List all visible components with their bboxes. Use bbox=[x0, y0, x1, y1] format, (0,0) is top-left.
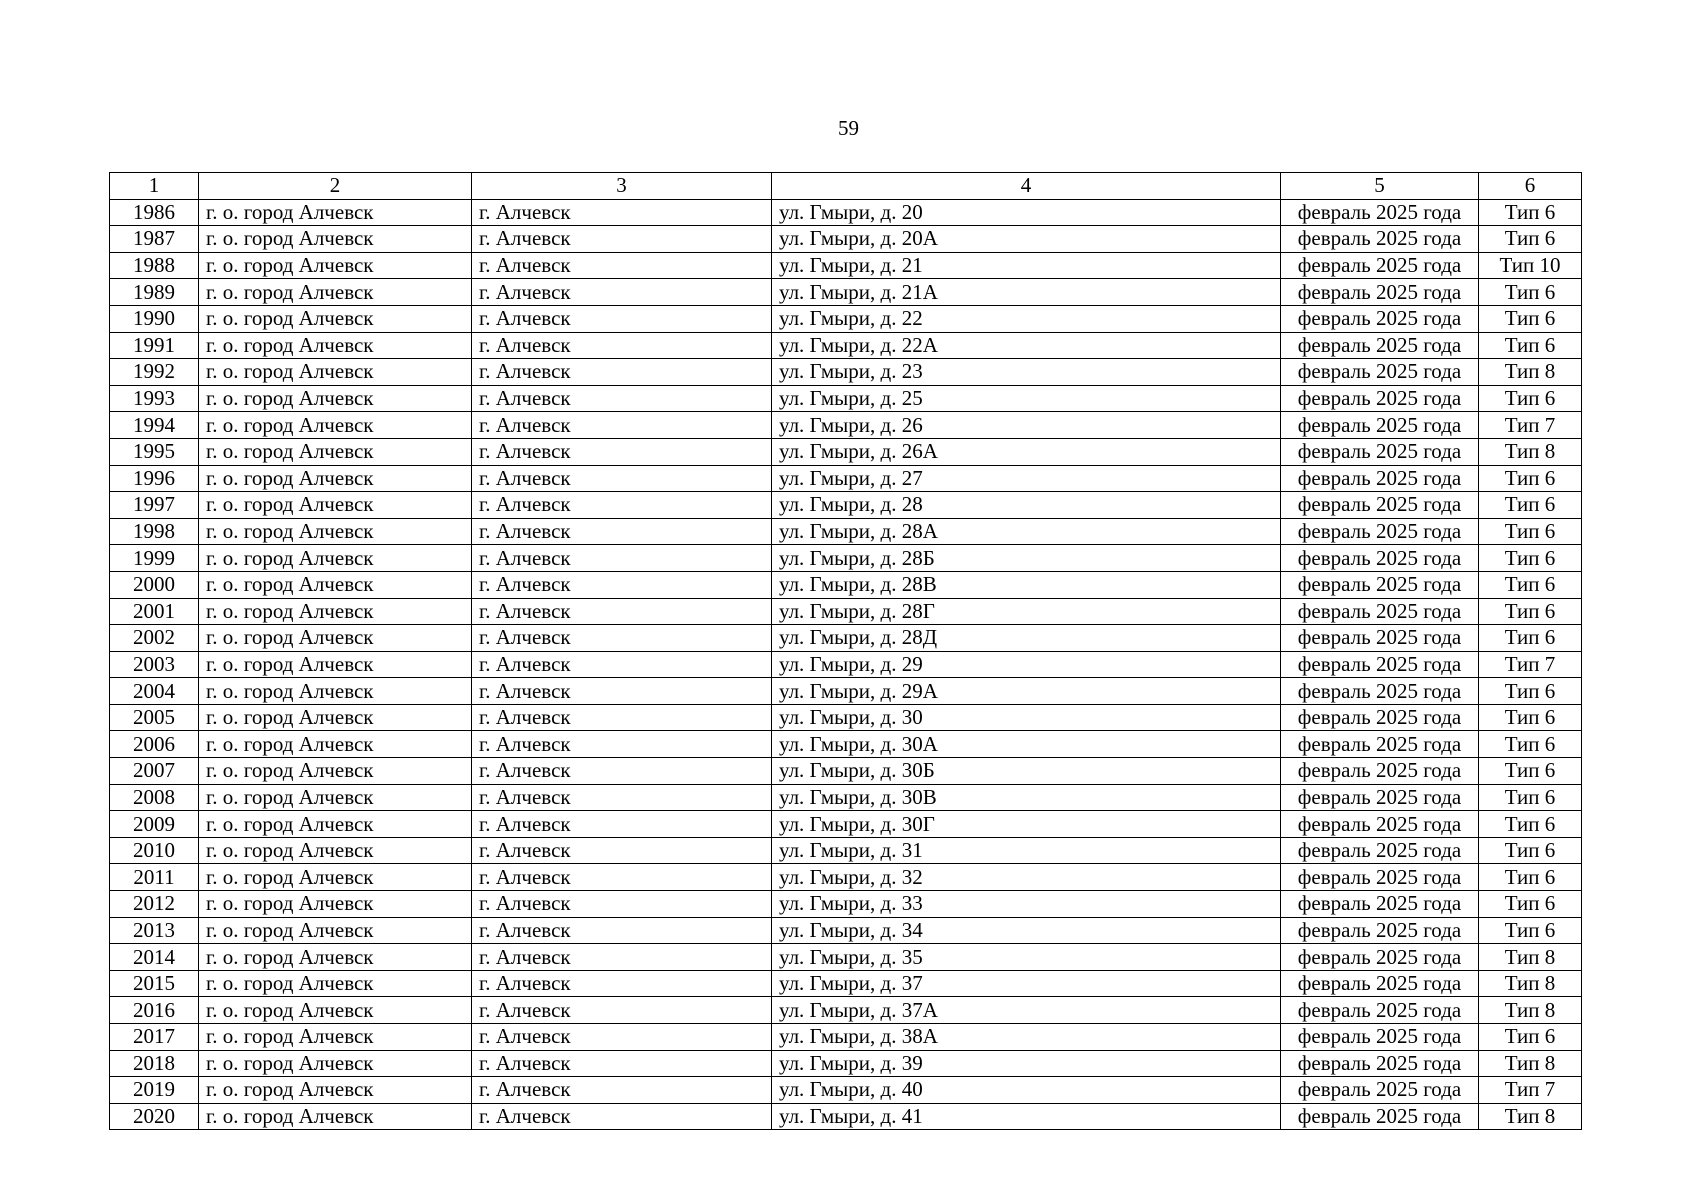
cell-number: 2003 bbox=[110, 651, 199, 678]
table-row bbox=[110, 412, 1582, 439]
cell-city: г. Алчевск bbox=[472, 571, 772, 598]
cell-date: февраль 2025 года bbox=[1281, 704, 1479, 731]
cell-city: г. Алчевск bbox=[472, 438, 772, 465]
cell-number: 2005 bbox=[110, 704, 199, 731]
table-row bbox=[110, 359, 1582, 386]
cell-number: 2000 bbox=[110, 571, 199, 598]
cell-type: Тип 6 bbox=[1479, 891, 1582, 918]
cell-number: 2006 bbox=[110, 731, 199, 758]
table-body bbox=[110, 199, 1582, 1130]
cell-type: Тип 6 bbox=[1479, 678, 1582, 705]
table-row bbox=[110, 385, 1582, 412]
cell-date: февраль 2025 года bbox=[1281, 226, 1479, 253]
cell-type: Тип 6 bbox=[1479, 545, 1582, 572]
table-row bbox=[110, 1024, 1582, 1051]
cell-date: февраль 2025 года bbox=[1281, 545, 1479, 572]
cell-city: г. Алчевск bbox=[472, 199, 772, 226]
column-header-6: 6 bbox=[1479, 173, 1582, 200]
cell-municipality: г. о. город Алчевск bbox=[199, 359, 472, 386]
cell-type: Тип 6 bbox=[1479, 704, 1582, 731]
cell-municipality: г. о. город Алчевск bbox=[199, 784, 472, 811]
cell-municipality: г. о. город Алчевск bbox=[199, 997, 472, 1024]
cell-number: 2009 bbox=[110, 811, 199, 838]
cell-type: Тип 8 bbox=[1479, 1103, 1582, 1130]
cell-number: 2014 bbox=[110, 944, 199, 971]
cell-date: февраль 2025 года bbox=[1281, 279, 1479, 306]
cell-municipality: г. о. город Алчевск bbox=[199, 226, 472, 253]
table-row bbox=[110, 917, 1582, 944]
cell-municipality: г. о. город Алчевск bbox=[199, 438, 472, 465]
cell-type: Тип 6 bbox=[1479, 731, 1582, 758]
cell-type: Тип 6 bbox=[1479, 226, 1582, 253]
cell-date: февраль 2025 года bbox=[1281, 651, 1479, 678]
cell-date: февраль 2025 года bbox=[1281, 678, 1479, 705]
cell-city: г. Алчевск bbox=[472, 678, 772, 705]
cell-date: февраль 2025 года bbox=[1281, 438, 1479, 465]
cell-city: г. Алчевск bbox=[472, 625, 772, 652]
cell-number: 1990 bbox=[110, 305, 199, 332]
cell-date: февраль 2025 года bbox=[1281, 199, 1479, 226]
cell-municipality: г. о. город Алчевск bbox=[199, 625, 472, 652]
cell-address: ул. Гмыри, д. 28Г bbox=[772, 598, 1281, 625]
cell-municipality: г. о. город Алчевск bbox=[199, 704, 472, 731]
table-row bbox=[110, 891, 1582, 918]
cell-address: ул. Гмыри, д. 28А bbox=[772, 518, 1281, 545]
column-header-3: 3 bbox=[472, 173, 772, 200]
cell-city: г. Алчевск bbox=[472, 864, 772, 891]
cell-city: г. Алчевск bbox=[472, 944, 772, 971]
cell-number: 2012 bbox=[110, 891, 199, 918]
table-row bbox=[110, 226, 1582, 253]
cell-type: Тип 8 bbox=[1479, 944, 1582, 971]
cell-address: ул. Гмыри, д. 34 bbox=[772, 917, 1281, 944]
table-row bbox=[110, 970, 1582, 997]
cell-number: 2002 bbox=[110, 625, 199, 652]
cell-date: февраль 2025 года bbox=[1281, 598, 1479, 625]
cell-number: 1995 bbox=[110, 438, 199, 465]
table-row bbox=[110, 758, 1582, 785]
table-row bbox=[110, 944, 1582, 971]
cell-city: г. Алчевск bbox=[472, 385, 772, 412]
cell-municipality: г. о. город Алчевск bbox=[199, 891, 472, 918]
cell-number: 2001 bbox=[110, 598, 199, 625]
registry-table bbox=[109, 172, 1582, 1130]
cell-type: Тип 6 bbox=[1479, 864, 1582, 891]
cell-number: 2007 bbox=[110, 758, 199, 785]
cell-date: февраль 2025 года bbox=[1281, 1077, 1479, 1104]
cell-city: г. Алчевск bbox=[472, 758, 772, 785]
cell-date: февраль 2025 года bbox=[1281, 970, 1479, 997]
cell-address: ул. Гмыри, д. 27 bbox=[772, 465, 1281, 492]
cell-date: февраль 2025 года bbox=[1281, 412, 1479, 439]
table-row bbox=[110, 305, 1582, 332]
cell-number: 1996 bbox=[110, 465, 199, 492]
cell-city: г. Алчевск bbox=[472, 1050, 772, 1077]
cell-municipality: г. о. город Алчевск bbox=[199, 199, 472, 226]
cell-address: ул. Гмыри, д. 35 bbox=[772, 944, 1281, 971]
table-row bbox=[110, 465, 1582, 492]
cell-address: ул. Гмыри, д. 41 bbox=[772, 1103, 1281, 1130]
cell-type: Тип 6 bbox=[1479, 571, 1582, 598]
cell-municipality: г. о. город Алчевск bbox=[199, 279, 472, 306]
cell-address: ул. Гмыри, д. 22 bbox=[772, 305, 1281, 332]
cell-type: Тип 10 bbox=[1479, 252, 1582, 279]
cell-date: февраль 2025 года bbox=[1281, 731, 1479, 758]
cell-type: Тип 7 bbox=[1479, 412, 1582, 439]
cell-date: февраль 2025 года bbox=[1281, 837, 1479, 864]
cell-address: ул. Гмыри, д. 28Д bbox=[772, 625, 1281, 652]
cell-date: февраль 2025 года bbox=[1281, 811, 1479, 838]
cell-number: 1994 bbox=[110, 412, 199, 439]
cell-date: февраль 2025 года bbox=[1281, 571, 1479, 598]
cell-municipality: г. о. город Алчевск bbox=[199, 332, 472, 359]
table-row bbox=[110, 811, 1582, 838]
cell-municipality: г. о. город Алчевск bbox=[199, 545, 472, 572]
table-row bbox=[110, 518, 1582, 545]
cell-municipality: г. о. город Алчевск bbox=[199, 758, 472, 785]
table-row bbox=[110, 279, 1582, 306]
cell-municipality: г. о. город Алчевск bbox=[199, 412, 472, 439]
cell-number: 2008 bbox=[110, 784, 199, 811]
cell-city: г. Алчевск bbox=[472, 837, 772, 864]
cell-address: ул. Гмыри, д. 37 bbox=[772, 970, 1281, 997]
cell-municipality: г. о. город Алчевск bbox=[199, 465, 472, 492]
cell-date: февраль 2025 года bbox=[1281, 305, 1479, 332]
cell-type: Тип 8 bbox=[1479, 438, 1582, 465]
cell-number: 1989 bbox=[110, 279, 199, 306]
cell-date: февраль 2025 года bbox=[1281, 1050, 1479, 1077]
cell-municipality: г. о. город Алчевск bbox=[199, 518, 472, 545]
cell-address: ул. Гмыри, д. 21 bbox=[772, 252, 1281, 279]
cell-date: февраль 2025 года bbox=[1281, 1024, 1479, 1051]
column-header-4: 4 bbox=[772, 173, 1281, 200]
cell-address: ул. Гмыри, д. 31 bbox=[772, 837, 1281, 864]
cell-address: ул. Гмыри, д. 29А bbox=[772, 678, 1281, 705]
cell-municipality: г. о. город Алчевск bbox=[199, 385, 472, 412]
table-row bbox=[110, 704, 1582, 731]
cell-municipality: г. о. город Алчевск bbox=[199, 1050, 472, 1077]
cell-type: Тип 7 bbox=[1479, 651, 1582, 678]
table-row bbox=[110, 252, 1582, 279]
cell-address: ул. Гмыри, д. 20А bbox=[772, 226, 1281, 253]
cell-date: февраль 2025 года bbox=[1281, 758, 1479, 785]
cell-city: г. Алчевск bbox=[472, 545, 772, 572]
cell-number: 1997 bbox=[110, 492, 199, 519]
cell-date: февраль 2025 года bbox=[1281, 864, 1479, 891]
cell-city: г. Алчевск bbox=[472, 731, 772, 758]
cell-number: 1991 bbox=[110, 332, 199, 359]
cell-number: 1998 bbox=[110, 518, 199, 545]
cell-type: Тип 6 bbox=[1479, 385, 1582, 412]
cell-number: 1993 bbox=[110, 385, 199, 412]
cell-type: Тип 6 bbox=[1479, 332, 1582, 359]
cell-city: г. Алчевск bbox=[472, 465, 772, 492]
cell-address: ул. Гмыри, д. 21А bbox=[772, 279, 1281, 306]
cell-municipality: г. о. город Алчевск bbox=[199, 571, 472, 598]
table-row bbox=[110, 731, 1582, 758]
cell-address: ул. Гмыри, д. 25 bbox=[772, 385, 1281, 412]
table-row bbox=[110, 199, 1582, 226]
cell-city: г. Алчевск bbox=[472, 518, 772, 545]
cell-type: Тип 8 bbox=[1479, 359, 1582, 386]
table-row bbox=[110, 545, 1582, 572]
cell-type: Тип 6 bbox=[1479, 917, 1582, 944]
cell-type: Тип 8 bbox=[1479, 1050, 1582, 1077]
cell-municipality: г. о. город Алчевск bbox=[199, 598, 472, 625]
cell-city: г. Алчевск bbox=[472, 997, 772, 1024]
table-row bbox=[110, 837, 1582, 864]
cell-city: г. Алчевск bbox=[472, 891, 772, 918]
cell-type: Тип 8 bbox=[1479, 997, 1582, 1024]
cell-date: февраль 2025 года bbox=[1281, 465, 1479, 492]
cell-date: февраль 2025 года bbox=[1281, 1103, 1479, 1130]
cell-address: ул. Гмыри, д. 26А bbox=[772, 438, 1281, 465]
cell-city: г. Алчевск bbox=[472, 1077, 772, 1104]
cell-address: ул. Гмыри, д. 32 bbox=[772, 864, 1281, 891]
cell-municipality: г. о. город Алчевск bbox=[199, 1103, 472, 1130]
cell-address: ул. Гмыри, д. 23 bbox=[772, 359, 1281, 386]
table-row bbox=[110, 784, 1582, 811]
cell-city: г. Алчевск bbox=[472, 412, 772, 439]
cell-address: ул. Гмыри, д. 30В bbox=[772, 784, 1281, 811]
cell-number: 2016 bbox=[110, 997, 199, 1024]
table-row bbox=[110, 598, 1582, 625]
table-row bbox=[110, 864, 1582, 891]
cell-number: 1992 bbox=[110, 359, 199, 386]
table-row bbox=[110, 678, 1582, 705]
column-header-1: 1 bbox=[110, 173, 199, 200]
cell-city: г. Алчевск bbox=[472, 359, 772, 386]
cell-type: Тип 6 bbox=[1479, 465, 1582, 492]
column-header-5: 5 bbox=[1281, 173, 1479, 200]
cell-city: г. Алчевск bbox=[472, 651, 772, 678]
cell-number: 2018 bbox=[110, 1050, 199, 1077]
cell-type: Тип 6 bbox=[1479, 758, 1582, 785]
cell-city: г. Алчевск bbox=[472, 332, 772, 359]
cell-type: Тип 6 bbox=[1479, 811, 1582, 838]
cell-city: г. Алчевск bbox=[472, 252, 772, 279]
cell-date: февраль 2025 года bbox=[1281, 359, 1479, 386]
table-row bbox=[110, 492, 1582, 519]
cell-address: ул. Гмыри, д. 30Г bbox=[772, 811, 1281, 838]
cell-address: ул. Гмыри, д. 28Б bbox=[772, 545, 1281, 572]
page-number: 59 bbox=[838, 116, 859, 140]
cell-city: г. Алчевск bbox=[472, 1024, 772, 1051]
table-row bbox=[110, 438, 1582, 465]
cell-type: Тип 6 bbox=[1479, 305, 1582, 332]
cell-type: Тип 6 bbox=[1479, 279, 1582, 306]
cell-address: ул. Гмыри, д. 20 bbox=[772, 199, 1281, 226]
cell-number: 1988 bbox=[110, 252, 199, 279]
cell-municipality: г. о. город Алчевск bbox=[199, 1077, 472, 1104]
cell-address: ул. Гмыри, д. 30 bbox=[772, 704, 1281, 731]
table-row bbox=[110, 571, 1582, 598]
cell-type: Тип 6 bbox=[1479, 837, 1582, 864]
cell-type: Тип 6 bbox=[1479, 518, 1582, 545]
cell-address: ул. Гмыри, д. 39 bbox=[772, 1050, 1281, 1077]
cell-municipality: г. о. город Алчевск bbox=[199, 970, 472, 997]
cell-number: 2017 bbox=[110, 1024, 199, 1051]
cell-date: февраль 2025 года bbox=[1281, 944, 1479, 971]
cell-type: Тип 6 bbox=[1479, 784, 1582, 811]
header-row bbox=[110, 173, 1582, 200]
cell-address: ул. Гмыри, д. 26 bbox=[772, 412, 1281, 439]
cell-number: 2020 bbox=[110, 1103, 199, 1130]
cell-number: 2011 bbox=[110, 864, 199, 891]
cell-type: Тип 8 bbox=[1479, 970, 1582, 997]
cell-municipality: г. о. город Алчевск bbox=[199, 811, 472, 838]
cell-municipality: г. о. город Алчевск bbox=[199, 678, 472, 705]
cell-number: 1986 bbox=[110, 199, 199, 226]
cell-address: ул. Гмыри, д. 40 bbox=[772, 1077, 1281, 1104]
cell-municipality: г. о. город Алчевск bbox=[199, 651, 472, 678]
cell-municipality: г. о. город Алчевск bbox=[199, 305, 472, 332]
table-row bbox=[110, 997, 1582, 1024]
cell-date: февраль 2025 года bbox=[1281, 385, 1479, 412]
cell-number: 2004 bbox=[110, 678, 199, 705]
cell-municipality: г. о. город Алчевск bbox=[199, 837, 472, 864]
cell-number: 1999 bbox=[110, 545, 199, 572]
table-row bbox=[110, 1077, 1582, 1104]
cell-municipality: г. о. город Алчевск bbox=[199, 492, 472, 519]
cell-address: ул. Гмыри, д. 30Б bbox=[772, 758, 1281, 785]
cell-date: февраль 2025 года bbox=[1281, 625, 1479, 652]
cell-municipality: г. о. город Алчевск bbox=[199, 731, 472, 758]
cell-number: 2010 bbox=[110, 837, 199, 864]
cell-address: ул. Гмыри, д. 28В bbox=[772, 571, 1281, 598]
cell-date: февраль 2025 года bbox=[1281, 997, 1479, 1024]
cell-type: Тип 6 bbox=[1479, 492, 1582, 519]
cell-type: Тип 6 bbox=[1479, 625, 1582, 652]
cell-number: 2019 bbox=[110, 1077, 199, 1104]
cell-date: февраль 2025 года bbox=[1281, 492, 1479, 519]
cell-municipality: г. о. город Алчевск bbox=[199, 1024, 472, 1051]
cell-city: г. Алчевск bbox=[472, 784, 772, 811]
cell-city: г. Алчевск bbox=[472, 598, 772, 625]
cell-date: февраль 2025 года bbox=[1281, 784, 1479, 811]
cell-type: Тип 6 bbox=[1479, 598, 1582, 625]
cell-municipality: г. о. город Алчевск bbox=[199, 944, 472, 971]
table-row bbox=[110, 625, 1582, 652]
cell-municipality: г. о. город Алчевск bbox=[199, 917, 472, 944]
cell-number: 1987 bbox=[110, 226, 199, 253]
cell-date: февраль 2025 года bbox=[1281, 917, 1479, 944]
column-header-2: 2 bbox=[199, 173, 472, 200]
cell-date: февраль 2025 года bbox=[1281, 252, 1479, 279]
cell-number: 2013 bbox=[110, 917, 199, 944]
cell-date: февраль 2025 года bbox=[1281, 891, 1479, 918]
table-row bbox=[110, 651, 1582, 678]
table-row bbox=[110, 332, 1582, 359]
cell-city: г. Алчевск bbox=[472, 704, 772, 731]
cell-address: ул. Гмыри, д. 33 bbox=[772, 891, 1281, 918]
cell-address: ул. Гмыри, д. 29 bbox=[772, 651, 1281, 678]
cell-city: г. Алчевск bbox=[472, 811, 772, 838]
cell-address: ул. Гмыри, д. 37А bbox=[772, 997, 1281, 1024]
cell-city: г. Алчевск bbox=[472, 1103, 772, 1130]
cell-address: ул. Гмыри, д. 38А bbox=[772, 1024, 1281, 1051]
cell-city: г. Алчевск bbox=[472, 226, 772, 253]
cell-city: г. Алчевск bbox=[472, 305, 772, 332]
cell-address: ул. Гмыри, д. 22А bbox=[772, 332, 1281, 359]
cell-municipality: г. о. город Алчевск bbox=[199, 252, 472, 279]
cell-date: февраль 2025 года bbox=[1281, 518, 1479, 545]
cell-number: 2015 bbox=[110, 970, 199, 997]
cell-city: г. Алчевск bbox=[472, 279, 772, 306]
cell-type: Тип 6 bbox=[1479, 199, 1582, 226]
cell-address: ул. Гмыри, д. 30А bbox=[772, 731, 1281, 758]
cell-date: февраль 2025 года bbox=[1281, 332, 1479, 359]
cell-type: Тип 7 bbox=[1479, 1077, 1582, 1104]
cell-city: г. Алчевск bbox=[472, 970, 772, 997]
table-row bbox=[110, 1103, 1582, 1130]
cell-city: г. Алчевск bbox=[472, 492, 772, 519]
cell-city: г. Алчевск bbox=[472, 917, 772, 944]
cell-municipality: г. о. город Алчевск bbox=[199, 864, 472, 891]
cell-type: Тип 6 bbox=[1479, 1024, 1582, 1051]
cell-address: ул. Гмыри, д. 28 bbox=[772, 492, 1281, 519]
table-row bbox=[110, 1050, 1582, 1077]
